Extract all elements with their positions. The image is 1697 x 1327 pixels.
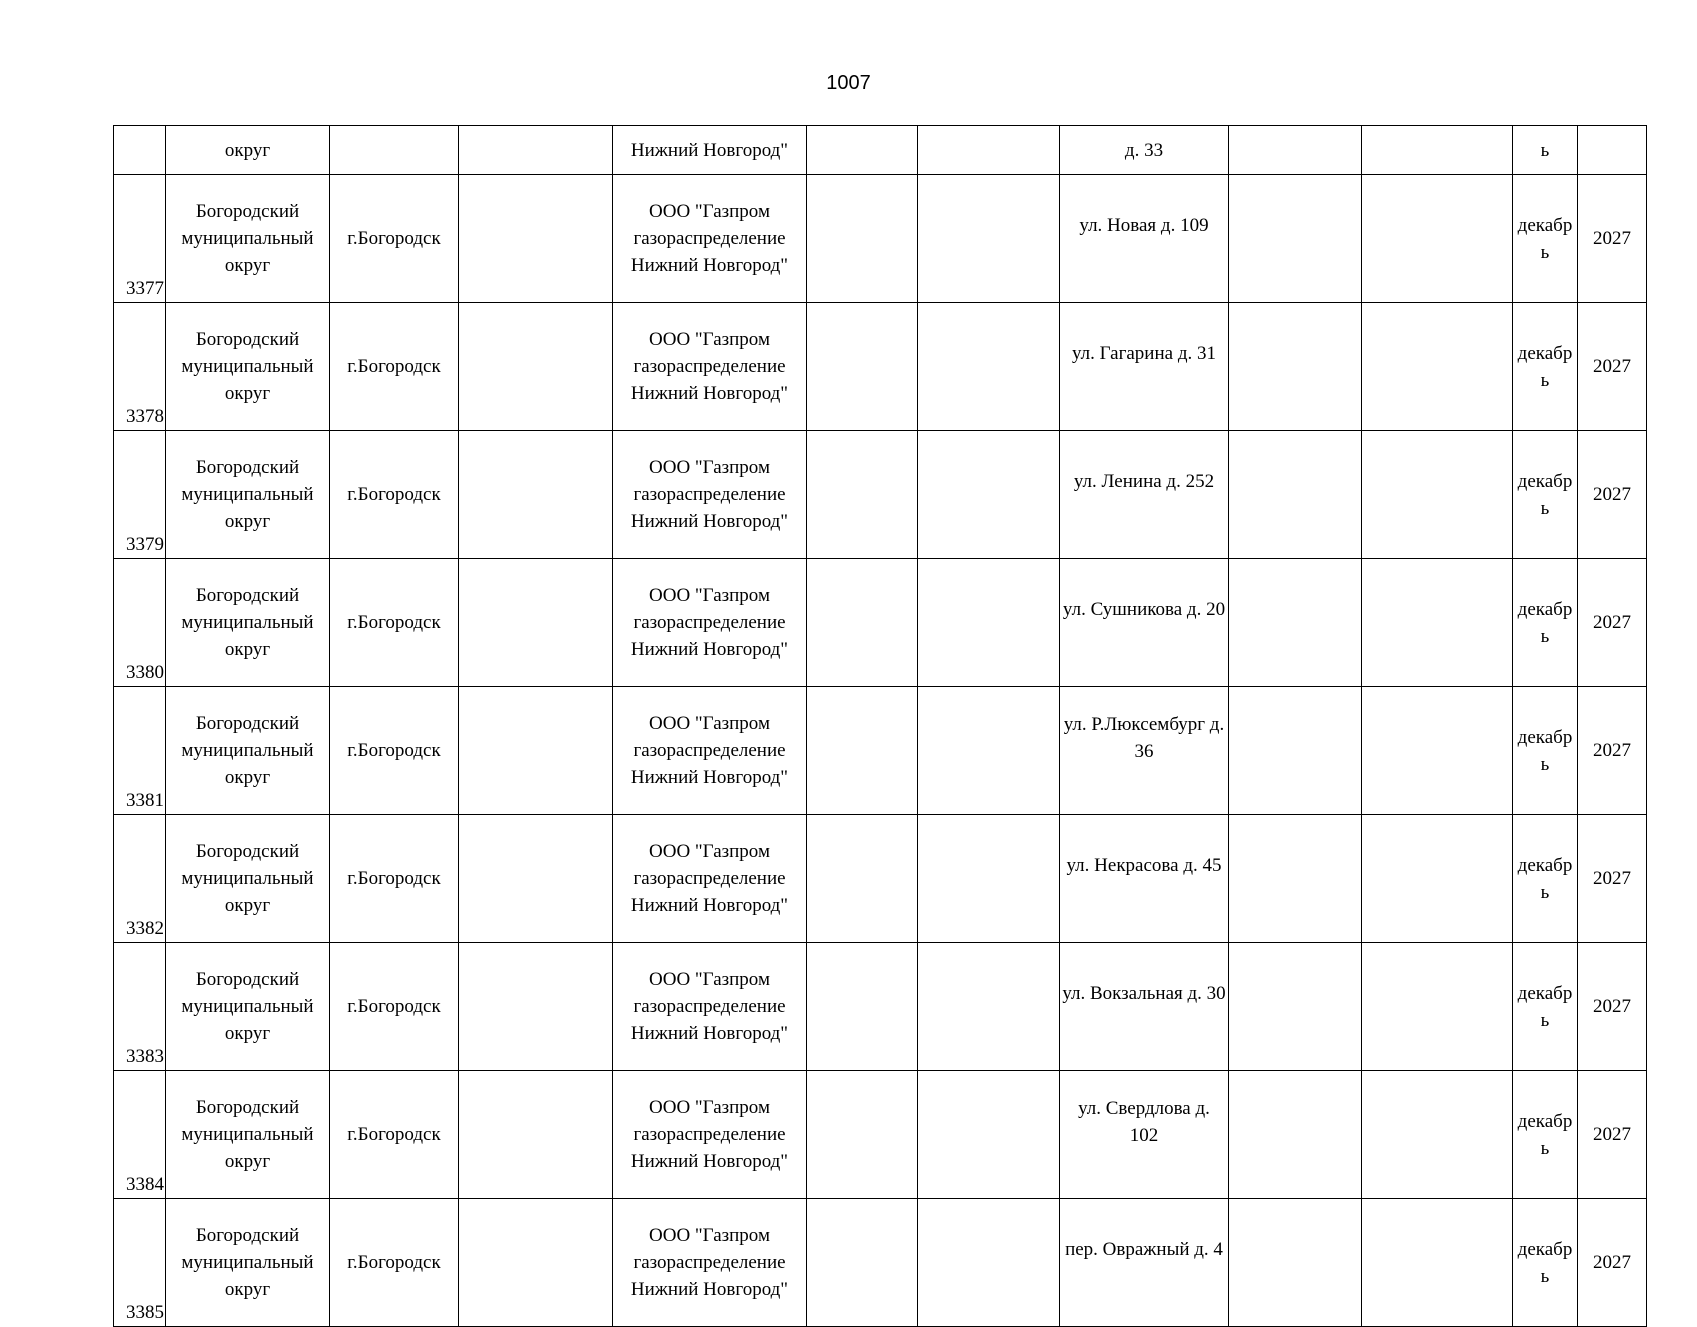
- cell-empty: [459, 1071, 613, 1199]
- cell-address: д. 33: [1060, 126, 1229, 175]
- cell-empty: [459, 1199, 613, 1327]
- cell-city: г.Богородск: [330, 1199, 459, 1327]
- cell-year: 2027: [1578, 431, 1647, 559]
- cell-year: 2027: [1578, 815, 1647, 943]
- cell-organization: ООО "Газпром газораспределение Нижний Новгород": [613, 1071, 807, 1199]
- cell-empty: [1362, 943, 1513, 1071]
- cell-empty: [459, 303, 613, 431]
- cell-empty: [459, 431, 613, 559]
- cell-num: 3384: [114, 1071, 166, 1199]
- cell-city: г.Богородск: [330, 303, 459, 431]
- cell-empty: [1229, 943, 1362, 1071]
- cell-address: пер. Овражный д. 4: [1060, 1199, 1229, 1327]
- cell-empty: [1362, 687, 1513, 815]
- cell-empty: [1229, 175, 1362, 303]
- page-number: 1007: [826, 72, 871, 94]
- cell-month: декабр ь: [1513, 1199, 1578, 1327]
- cell-address: ул. Р.Люксембург д. 36: [1060, 687, 1229, 815]
- cell-address: ул. Гагарина д. 31: [1060, 303, 1229, 431]
- cell-year: 2027: [1578, 943, 1647, 1071]
- cell-organization: ООО "Газпром газораспределение Нижний Новгород": [613, 687, 807, 815]
- cell-district: Богородский муниципальный округ: [166, 815, 330, 943]
- cell-num: 3383: [114, 943, 166, 1071]
- cell-empty: [459, 943, 613, 1071]
- cell-district: Богородский муниципальный округ: [166, 943, 330, 1071]
- cell-address: ул. Некрасова д. 45: [1060, 815, 1229, 943]
- cell-empty: [918, 303, 1060, 431]
- cell-empty: [1229, 1071, 1362, 1199]
- cell-empty: [1362, 431, 1513, 559]
- cell-empty: [1229, 126, 1362, 175]
- cell-empty: [918, 1071, 1060, 1199]
- cell-year: 2027: [1578, 1199, 1647, 1327]
- cell-empty: [807, 559, 918, 687]
- cell-district: Богородский муниципальный округ: [166, 1199, 330, 1327]
- cell-num: 3379: [114, 431, 166, 559]
- table-row: [114, 559, 1647, 687]
- cell-empty: [1362, 126, 1513, 175]
- schedule-table: [113, 125, 1647, 1327]
- cell-empty: [807, 943, 918, 1071]
- cell-empty: [918, 126, 1060, 175]
- cell-district: Богородский муниципальный округ: [166, 687, 330, 815]
- cell-city: г.Богородск: [330, 431, 459, 559]
- cell-empty: [459, 175, 613, 303]
- cell-empty: [807, 431, 918, 559]
- cell-month: декабр ь: [1513, 687, 1578, 815]
- cell-empty: [1229, 431, 1362, 559]
- cell-district: Богородский муниципальный округ: [166, 1071, 330, 1199]
- cell-organization: ООО "Газпром газораспределение Нижний Новгород": [613, 559, 807, 687]
- cell-empty: [1362, 1071, 1513, 1199]
- table-row: [114, 687, 1647, 815]
- cell-city: г.Богородск: [330, 943, 459, 1071]
- cell-month: декабр ь: [1513, 175, 1578, 303]
- cell-month: декабр ь: [1513, 559, 1578, 687]
- cell-city: г.Богородск: [330, 687, 459, 815]
- cell-organization: Нижний Новгород": [613, 126, 807, 175]
- table-row: [114, 175, 1647, 303]
- cell-address: ул. Ленина д. 252: [1060, 431, 1229, 559]
- cell-empty: [807, 815, 918, 943]
- cell-city: г.Богородск: [330, 559, 459, 687]
- cell-month: декабр ь: [1513, 1071, 1578, 1199]
- cell-address: ул. Новая д. 109: [1060, 175, 1229, 303]
- cell-empty: [1362, 175, 1513, 303]
- cell-city: г.Богородск: [330, 175, 459, 303]
- table-row: [114, 815, 1647, 943]
- cell-empty: [807, 1199, 918, 1327]
- cell-num: 3378: [114, 303, 166, 431]
- cell-address: ул. Сушникова д. 20: [1060, 559, 1229, 687]
- cell-month: декабр ь: [1513, 815, 1578, 943]
- cell-num: 3385: [114, 1199, 166, 1327]
- cell-organization: ООО "Газпром газораспределение Нижний Новгород": [613, 943, 807, 1071]
- cell-city: [330, 126, 459, 175]
- cell-empty: [918, 431, 1060, 559]
- cell-month: декабр ь: [1513, 943, 1578, 1071]
- cell-district: Богородский муниципальный округ: [166, 175, 330, 303]
- table-row-continuation: [114, 126, 1647, 175]
- cell-num: 3377: [114, 175, 166, 303]
- cell-num: 3382: [114, 815, 166, 943]
- cell-empty: [1229, 559, 1362, 687]
- cell-year: 2027: [1578, 687, 1647, 815]
- cell-year: 2027: [1578, 175, 1647, 303]
- cell-num: 3380: [114, 559, 166, 687]
- cell-empty: [1362, 815, 1513, 943]
- cell-empty: [918, 175, 1060, 303]
- cell-empty: [1229, 687, 1362, 815]
- table-row: [114, 1071, 1647, 1199]
- cell-empty: [1362, 559, 1513, 687]
- cell-month: декабр ь: [1513, 431, 1578, 559]
- cell-empty: [459, 687, 613, 815]
- table-row: [114, 1199, 1647, 1327]
- cell-month: декабр ь: [1513, 303, 1578, 431]
- cell-organization: ООО "Газпром газораспределение Нижний Новгород": [613, 1199, 807, 1327]
- cell-district: Богородский муниципальный округ: [166, 303, 330, 431]
- cell-organization: ООО "Газпром газораспределение Нижний Новгород": [613, 431, 807, 559]
- table-row: [114, 303, 1647, 431]
- cell-empty: [807, 175, 918, 303]
- cell-empty: [459, 815, 613, 943]
- cell-month: ь: [1513, 126, 1578, 175]
- cell-empty: [918, 815, 1060, 943]
- cell-year: 2027: [1578, 303, 1647, 431]
- cell-year: 2027: [1578, 1071, 1647, 1199]
- table-body: [114, 126, 1647, 1327]
- cell-address: ул. Свердлова д. 102: [1060, 1071, 1229, 1199]
- cell-empty: [807, 126, 918, 175]
- cell-num: [114, 126, 166, 175]
- cell-empty: [459, 559, 613, 687]
- cell-empty: [807, 303, 918, 431]
- cell-district: Богородский муниципальный округ: [166, 431, 330, 559]
- cell-empty: [1362, 303, 1513, 431]
- cell-empty: [918, 559, 1060, 687]
- cell-empty: [1229, 1199, 1362, 1327]
- cell-empty: [918, 1199, 1060, 1327]
- cell-organization: ООО "Газпром газораспределение Нижний Новгород": [613, 303, 807, 431]
- table-row: [114, 943, 1647, 1071]
- cell-district: округ: [166, 126, 330, 175]
- cell-empty: [1229, 815, 1362, 943]
- cell-district: Богородский муниципальный округ: [166, 559, 330, 687]
- cell-empty: [807, 1071, 918, 1199]
- cell-address: ул. Вокзальная д. 30: [1060, 943, 1229, 1071]
- table-row: [114, 431, 1647, 559]
- cell-city: г.Богородск: [330, 815, 459, 943]
- cell-city: г.Богородск: [330, 1071, 459, 1199]
- cell-empty: [1229, 303, 1362, 431]
- cell-empty: [807, 687, 918, 815]
- cell-empty: [459, 126, 613, 175]
- cell-organization: ООО "Газпром газораспределение Нижний Новгород": [613, 815, 807, 943]
- cell-organization: ООО "Газпром газораспределение Нижний Новгород": [613, 175, 807, 303]
- cell-empty: [918, 687, 1060, 815]
- cell-year: 2027: [1578, 559, 1647, 687]
- cell-empty: [918, 943, 1060, 1071]
- cell-year: [1578, 126, 1647, 175]
- cell-num: 3381: [114, 687, 166, 815]
- cell-empty: [1362, 1199, 1513, 1327]
